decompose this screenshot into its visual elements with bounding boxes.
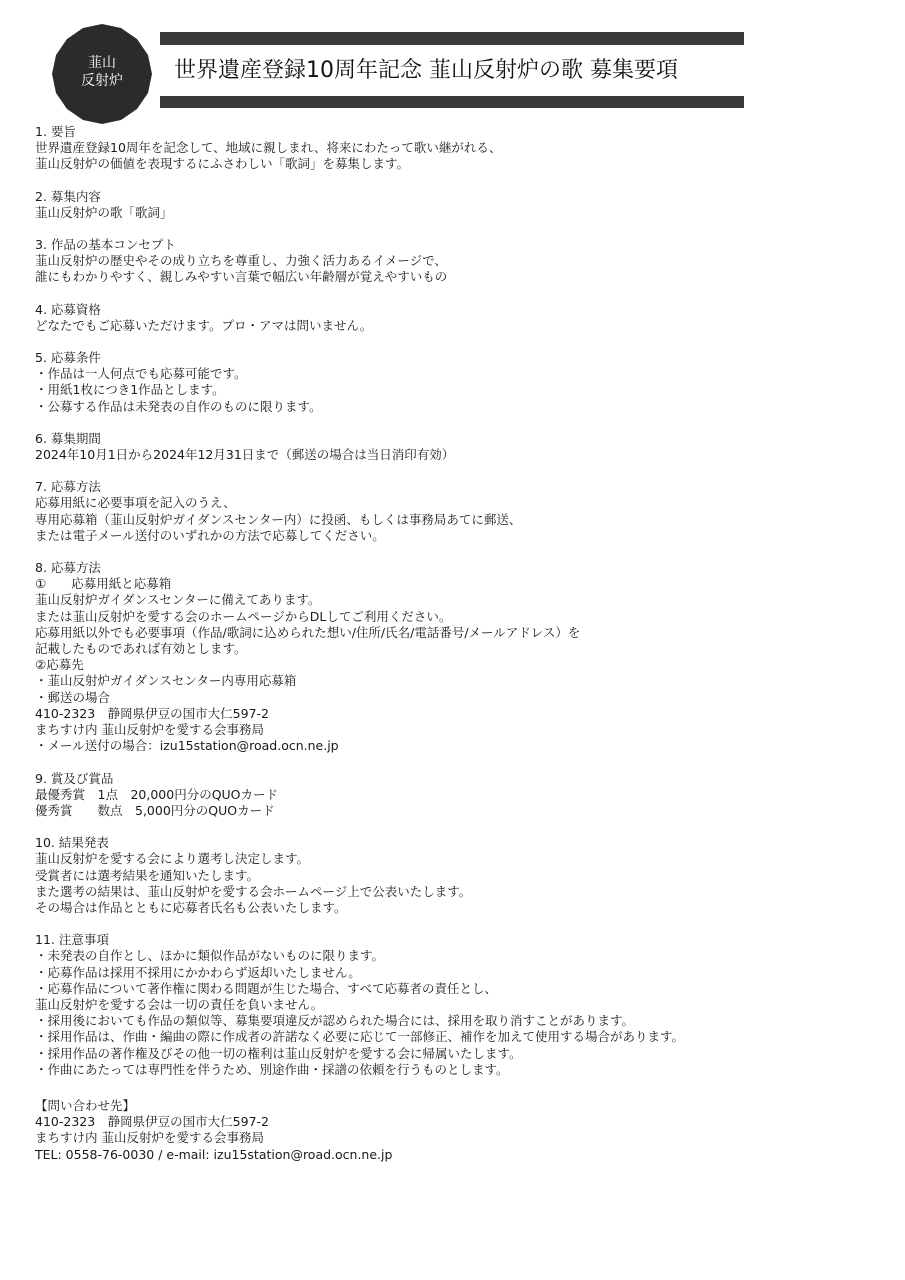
header: [0, 0, 905, 125]
section-heading: 7. 応募方法: [35, 479, 101, 495]
section-1: [35, 124, 875, 173]
section-line: 誰にもわかりやすく、親しみやすい言葉で幅広い年齢層が覚えやすいもの: [35, 269, 448, 285]
section-line: ・用紙1枚につき1作品とします。: [35, 382, 225, 398]
contact-line: まちすけ内 韮山反射炉を愛する会事務局: [35, 1130, 264, 1146]
section-line: ① 応募用紙と応募箱: [35, 576, 172, 592]
contact-line: TEL: 0558-76-0030 / e-mail: izu15station@road.ocn.ne.jp: [35, 1146, 393, 1162]
section-9: [35, 771, 875, 820]
section-line: 優秀賞 数点 5,000円分のQUOカード: [35, 802, 275, 818]
section-line: 韮山反射炉の価値を表現するにふさわしい「歌詞」を募集します。: [35, 156, 410, 172]
section-4: [35, 302, 875, 334]
section-line: ・採用作品は、作曲・編曲の際に作成者の許諾なく必要に応じて一部修正、補作を加えて使用する場合があります。: [35, 1029, 685, 1045]
section-line: ・郵送の場合: [35, 689, 111, 705]
header-bottom-bar: [160, 96, 744, 108]
section-heading: 1. 要旨: [35, 124, 76, 139]
section-line: ・作曲にあたっては専門性を伴うため、別途作曲・採譜の依頼を行うものとします。: [35, 1061, 509, 1077]
section-line: ②応募先: [35, 657, 84, 673]
section-3: [35, 237, 875, 286]
section-line: 世界遺産登録10周年を記念して、地域に親しまれ、将来にわたって歌い継がれる、: [35, 140, 502, 156]
section-line: 410-2323 静岡県伊豆の国市大仁597-2: [35, 705, 270, 721]
section-8: [35, 560, 875, 754]
section-line: 応募用紙に必要事項を記入のうえ、: [35, 495, 236, 511]
section-line: どなたでもご応募いただけます。プロ・アマは問いません。: [35, 317, 373, 333]
section-line: 最優秀賞 1点 20,000円分のQUOカード: [35, 786, 279, 802]
section-line: または電子メール送付のいずれかの方法で応募してください。: [35, 527, 385, 543]
section-11: [35, 932, 875, 1078]
section-line: ・応募作品は採用不採用にかかわらず返却いたしません。: [35, 964, 361, 980]
section-line: 韮山反射炉ガイダンスセンターに備えてあります。: [35, 592, 321, 608]
section-line: 受賞者には選考結果を通知いたします。: [35, 867, 260, 883]
section-5: [35, 350, 875, 415]
section-line: ・作品は一人何点でも応募可能です。: [35, 366, 247, 382]
section-line: 記載したものであれば有効とします。: [35, 641, 247, 657]
section-heading: 10. 結果発表: [35, 835, 109, 851]
logo-badge: [52, 24, 152, 124]
section-heading: 9. 賞及び賞品: [35, 770, 114, 786]
section-heading: 3. 作品の基本コンセプト: [35, 237, 176, 253]
section-line: ・採用作品の著作権及びその他一切の権利は韮山反射炉を愛する会に帰属いたします。: [35, 1045, 522, 1061]
section-6: [35, 431, 875, 463]
section-7: [35, 479, 875, 544]
section-heading: 6. 募集期間: [35, 430, 101, 446]
header-top-bar: [160, 32, 744, 45]
section-line: ・採用後においても作品の類似等、募集要項違反が認められた場合には、採用を取り消すことがあります。: [35, 1013, 635, 1029]
section-line: または韮山反射炉を愛する会のホームページからDLしてご利用ください。: [35, 608, 452, 624]
section-line: 専用応募箱（韮山反射炉ガイダンスセンター内）に投函、もしくは事務局あてに郵送、: [35, 511, 522, 527]
section-line: ・メール送付の場合：izu15station@road.ocn.ne.jp: [35, 738, 339, 754]
section-heading: 8. 応募方法: [35, 560, 101, 576]
section-line: ・公募する作品は未発表の自作のものに限ります。: [35, 398, 322, 414]
section-heading: 2. 募集内容: [35, 188, 101, 204]
contact-info: [35, 1098, 875, 1163]
section-10: [35, 835, 875, 916]
section-line: ・韮山反射炉ガイダンスセンター内専用応募箱: [35, 673, 297, 689]
section-line: ・応募作品について著作権に関わる問題が生じた場合、すべて応募者の責任とし、: [35, 980, 498, 996]
section-2: [35, 189, 875, 221]
section-heading: 4. 応募資格: [35, 301, 101, 317]
page-title: 世界遺産登録10周年記念 韮山反射炉の歌 募集要項: [174, 58, 678, 83]
section-line: 韮山反射炉を愛する会は一切の責任を負いません。: [35, 996, 324, 1012]
document-body: [35, 124, 875, 1163]
section-line: また選考の結果は、韮山反射炉を愛する会ホームページ上で公表いたします。: [35, 883, 472, 899]
section-line: まちすけ内 韮山反射炉を愛する会事務局: [35, 722, 264, 738]
section-line: 2024年10月1日から2024年12月31日まで（郵送の場合は当日消印有効）: [35, 447, 455, 463]
contact-heading: 【問い合わせ先】: [35, 1097, 136, 1113]
section-line: 韮山反射炉の歌「歌詞」: [35, 204, 173, 220]
section-heading: 5. 応募条件: [35, 350, 101, 366]
section-line: ・未発表の自作とし、ほかに類似作品がないものに限ります。: [35, 948, 385, 964]
contact-line: 410-2323 静岡県伊豆の国市大仁597-2: [35, 1114, 270, 1130]
section-line: その場合は作品とともに応募者氏名も公表いたします。: [35, 899, 347, 915]
section-line: 韮山反射炉の歴史やその成り立ちを尊重し、力強く活力あるイメージで、: [35, 253, 447, 269]
badge-text: 韮山 反射炉: [81, 55, 123, 89]
section-heading: 11. 注意事項: [35, 932, 109, 948]
section-line: 応募用紙以外でも必要事項（作品/歌詞に込められた想い/住所/氏名/電話番号/メールアドレス）を: [35, 624, 581, 640]
section-line: 韮山反射炉を愛する会により選考し決定します。: [35, 851, 310, 867]
